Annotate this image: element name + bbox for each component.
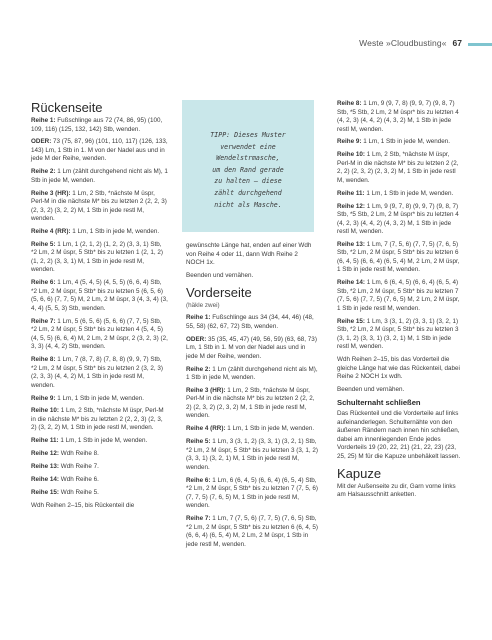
row-label: Reihe 5: — [186, 438, 211, 446]
row-text: Beenden und vernähen. — [337, 386, 405, 394]
instruction-row — [31, 489, 169, 498]
instruction-row — [31, 463, 169, 472]
column-front-panel — [186, 242, 318, 553]
front-instructions — [186, 314, 318, 549]
back-instructions — [31, 117, 169, 510]
section-title-hood: Kapuze — [337, 465, 382, 481]
instruction-row — [337, 138, 462, 147]
row-label: Reihe 9: — [31, 394, 56, 402]
row-text: 1 Lm, 7 (7, 5, 6) (7, 7, 5) (7, 6, 5) Stb, *2 Lm, 2 M üspr, 5 Stb* bis zu letzten 6 (6, 4, 5) (6, 6, 4) (6, 5, 4) M, 2 Lm, 2 M üspr, 1 Stb in jede restl M, wenden. — [337, 240, 460, 274]
header-accent-bar — [468, 43, 492, 46]
instruction-row — [186, 425, 318, 434]
row-text: 1 Lm (zählt durchgehend nicht als M), 1 Stb in jede M, wenden. — [186, 365, 318, 382]
row-text: 1 Lm, 2 Stb, *nächste M üspr, Perl-M in die nächste M* bis zu letzten 2 (2, 2, 3) (2, 3, 2) (3, 2, 2) M, 1 Stb in jede restl M, wenden. — [31, 407, 164, 432]
row-label: Reihe 9: — [337, 138, 362, 146]
tip-line: um den Rand gerade — [212, 165, 284, 174]
instruction-row — [186, 515, 318, 549]
back-continuation: gewünschte Länge hat, enden auf einer Wdh von Reihe 4 oder 11, dann Wdh Reihe 2 NOCH 1x. — [186, 242, 312, 266]
row-text: Fußschlinge aus 34 (34, 44, 46) (48, 55, 58) (62, 67, 72) Stb, wenden. — [186, 314, 314, 330]
instruction-row — [31, 279, 169, 313]
instruction-row — [186, 387, 318, 421]
instruction-row — [337, 203, 462, 237]
instruction-row — [337, 318, 462, 352]
tip-box — [182, 100, 314, 232]
column-front-continued — [337, 100, 462, 504]
row-label: Reihe 3 (HR): — [186, 386, 226, 394]
tip-line: TIPP: Dieses Muster — [210, 131, 286, 139]
instruction-row — [31, 138, 169, 164]
row-label: Reihe 12: — [31, 450, 59, 458]
row-label: Reihe 8: — [337, 100, 362, 107]
column-back-panel — [31, 100, 169, 515]
section-title-back: Rückenseite — [31, 100, 103, 115]
row-label: Reihe 11: — [31, 437, 59, 445]
row-label: Reihe 13: — [337, 240, 365, 248]
row-label: Reihe 4 (RR): — [186, 425, 226, 433]
instruction-row — [337, 386, 462, 395]
row-label: Reihe 15: — [31, 488, 59, 496]
tip-line: zählt durchgehend — [214, 188, 282, 197]
instruction-row — [186, 438, 318, 472]
instruction-row — [31, 318, 169, 352]
instruction-row — [186, 336, 318, 362]
tip-line: nicht als Masche. — [214, 200, 282, 209]
row-label: Reihe 11: — [337, 189, 365, 197]
instruction-row — [31, 356, 169, 390]
row-label: Reihe 8: — [31, 356, 56, 364]
instruction-row — [31, 241, 169, 275]
row-text: 1 Lm, 3 (3, 1, 2) (3, 3, 1) (3, 2, 1) Stb, *2 Lm, 2 M üspr, 5 Stb* bis zu letzten 3 (3, 1, 2) (3, 3, 1) (3, 2, 1) M, 1 Stb in jede restl M, wenden. — [186, 438, 318, 471]
row-text: Wdh Reihe 6. — [59, 475, 99, 483]
row-text: 1 Lm, 1 Stb in jede M, wenden. — [70, 228, 160, 236]
instruction-row — [31, 190, 169, 224]
instruction-row — [186, 366, 318, 383]
row-text: Wdh Reihen 2–15, bis das Vorderteil die gleiche Länge hat wie das Rückenteil, dabei Reihe 2 NOCH 1x wdh. — [337, 356, 460, 381]
row-text: 1 Lm, 3 (3, 1, 2) (3, 3, 1) (3, 2, 1) Stb, *2 Lm, 2 M üspr, 5 Stb* bis zu letzten 3 (3, 1, 2) (3, 3, 1) (3, 2, 1) M, 1 Stb in jede restl M, wenden. — [337, 317, 459, 351]
row-label: Reihe 1: — [186, 314, 211, 322]
instruction-row — [186, 477, 318, 511]
row-label: Reihe 7: — [31, 317, 56, 325]
row-text: 1 Lm, 1 (2, 1, 2) (1, 2, 2) (3, 3, 1) Stb, *2 Lm, 2 M üspr, 5 Stb* bis zu letzten 1 (2, 1, 2) (1, 2, 2) (3, 3, 1) M, 1 Stb in jede restl M, wenden. — [31, 240, 163, 274]
page-number: 67 — [452, 38, 462, 48]
row-text: Wdh Reihe 8. — [59, 450, 99, 458]
row-label: ODER: — [186, 335, 207, 343]
row-text: 1 Lm, 1 Stb in jede M, wenden. — [225, 425, 315, 433]
row-text: 1 Lm, 9 (9, 7, 8) (9, 9, 7) (9, 8, 7) Stb, *5 Stb, 2 Lm, 2 M üspr* bis zu letzten 4 (4, 2, 3) (4, 4, 2) (4, 3, 2) M, 1 Stb in jede restl M, wenden. — [337, 202, 459, 236]
row-text: 1 Lm, 1 Stb in jede M, wenden. — [361, 138, 451, 146]
instruction-row — [31, 476, 169, 485]
shoulder-seam-text: Das Rückenteil und die Vorderteile auf links aufeinanderlegen. Schulternähte von den äußeren Rändern nach innen hin schließen, dabei am innenliegenden Ende jedes Vorderteils 19 (20, 22, 21) (21, 22, 23) (23, 25, 25) M für die Kapuze unbehäkelt lassen. — [337, 410, 461, 460]
section-title-front: Vorderseite — [186, 284, 252, 300]
row-label: ODER: — [31, 138, 52, 146]
instruction-row — [337, 100, 462, 134]
row-label: Reihe 10: — [31, 407, 59, 415]
row-text: 73 (75, 87, 96) (101, 110, 117) (126, 133, 143) Lm, 1 Stb in 1. M von der Nadel aus und in jede M der Reihe, wenden. — [31, 138, 168, 163]
instruction-row — [337, 241, 462, 275]
row-text: 35 (35, 45, 47) (49, 56, 59) (63, 68, 73) Lm, 1 Stb in 1. M von der Nadel aus und in jede M der Reihe, wenden. — [186, 335, 317, 360]
row-text: Fußschlinge aus 72 (74, 86, 95) (100, 109, 116) (125, 132, 142) Stb, wenden. — [31, 117, 163, 133]
running-title: Weste »Cloudbusting« — [359, 38, 447, 48]
instruction-row — [31, 228, 169, 237]
tip-line: verwendet eine — [220, 142, 276, 151]
back-finish: Beenden und vernähen. — [186, 271, 254, 279]
instruction-row — [31, 437, 169, 446]
tip-line: zu halten – diese — [214, 177, 282, 186]
hood-text: Mit der Außenseite zu dir, Garn vorne links am Halsausschnitt anketten. — [337, 482, 456, 499]
row-text: 1 Lm, 6 (6, 4, 5) (6, 6, 4) (6, 5, 4) Stb, *2 Lm, 2 M üspr, 5 Stb* bis zu letzten 7 (7, 5, 6) (7, 7, 5) (7, 6, 5) M, 1 Stb in jede restl M, wenden. — [186, 476, 318, 510]
row-label: Reihe 14: — [337, 279, 365, 287]
instruction-row — [31, 168, 169, 185]
tip-text — [196, 130, 300, 211]
row-text: 1 Lm, 1 Stb in jede M, wenden. — [58, 437, 148, 445]
row-text: Wdh Reihen 2–15, bis Rückenteil die — [31, 501, 135, 509]
instruction-row — [31, 450, 169, 459]
row-text: 1 Lm, 1 Stb in jede M, wenden. — [364, 189, 454, 197]
row-text: 1 Lm (zählt durchgehend nicht als M), 1 Stb in jede M, wenden. — [31, 168, 168, 184]
instruction-row — [31, 117, 169, 134]
section-title-shoulder-seam: Schulternaht schließen — [337, 397, 421, 407]
row-text: 1 Lm, 2 Stb, *nächste M üspr, Perl-M in die nächste M* bis zu letzten 2 (2, 2, 2) (2, 3, 2) (2, 3, 2) M, 1 Stb in jede restl M, wenden. — [186, 386, 315, 420]
instruction-row — [31, 395, 169, 404]
row-label: Reihe 6: — [186, 476, 211, 484]
row-label: Reihe 10: — [337, 151, 365, 159]
row-label: Reihe 2: — [186, 365, 211, 373]
row-label: Reihe 4 (RR): — [31, 228, 71, 236]
row-text: 1 Lm, 6 (6, 4, 5) (6, 6, 4) (6, 5, 4) Stb, *2 Lm, 2 M üspr, 5 Stb* bis zu letzten 7 (7, 5, 6) (7, 7, 5) (7, 6, 5) M, 2 Lm, 2 M üspr, 1 Stb in jede restl M, wenden. — [337, 279, 460, 312]
row-label: Reihe 2: — [31, 168, 56, 176]
row-label: Reihe 12: — [337, 202, 365, 210]
instruction-row — [31, 502, 169, 511]
row-label: Reihe 13: — [31, 463, 59, 471]
row-text: 1 Lm, 7 (8, 7, 8) (7, 8, 8) (9, 9, 7) Stb, *2 Lm, 2 M üspr, 5 Stb* bis zu letzten 2 (3, 2, 3) (2, 3, 3) (4, 4, 2) M, 1 Stb in jede restl M, wenden. — [31, 356, 163, 389]
section-subtitle-front: (häkle zwei) — [186, 301, 220, 309]
row-text: 1 Lm, 4 (5, 4, 5) (4, 5, 5) (6, 6, 4) Stb, *2 Lm, 2 M üspr, 5 Stb* bis zu letzten 5 (6, 5, 6) (5, 6, 6) (7, 7, 5) M, 2 Lm, 2 M üspr, 3 (4, 3, 4) (3, 4, 4) (5, 5, 3) Stb, wenden. — [31, 279, 168, 312]
row-label: Reihe 14: — [31, 475, 59, 483]
instruction-row — [186, 314, 318, 331]
row-label: Reihe 15: — [337, 317, 365, 325]
front-instructions-continued — [337, 100, 462, 395]
row-text: 1 Lm, 2 Stb, *nächste M üspr, Perl-M in die nächste M* bis zu letzten 2 (2, 2, 3) (2, 3, 2) (3, 2, 2) M, 1 Stb in jede restl M, wenden. — [31, 189, 167, 223]
row-text: 1 Lm, 7 (7, 5, 6) (7, 7, 5) (7, 6, 5) Stb, *2 Lm, 2 M üspr, 5 Stb* bis zu letzten 6 (6, 4, 5) (6, 6, 4) (6, 5, 4) M, 2 Lm, 2 M üspr, 1 Stb in jede restl M, wenden. — [186, 515, 318, 548]
instruction-row — [337, 356, 462, 382]
row-text: 1 Lm, 9 (9, 7, 8) (9, 9, 7) (9, 8, 7) Stb, *5 Stb, 2 Lm, 2 M üspr* bis zu letzten 4 (4, 2, 3) (4, 4, 2) (4, 3, 2) M, 1 Stb in jede restl M, wenden. — [337, 100, 459, 133]
row-text: Wdh Reihe 7. — [59, 463, 99, 471]
row-text: 1 Lm, 1 Stb in jede M, wenden. — [55, 394, 145, 402]
row-label: Reihe 1: — [31, 117, 56, 124]
instruction-row — [31, 407, 169, 433]
row-text: Wdh Reihe 5. — [59, 488, 99, 496]
tip-line: Wendelstrmasche, — [216, 154, 280, 163]
instruction-row — [337, 279, 462, 313]
row-text: 1 Lm, 5 (6, 5, 6) (5, 6, 6) (7, 7, 5) Stb, *2 Lm, 2 M üspr, 5 Stb* bis zu letzten 4 (5, 4, 5) (4, 5, 5) (6, 6, 4) M, 2 Lm, 2 M üspr, 2 (3, 2, 3) (2, 3, 3) (4, 4, 2) Stb, wenden. — [31, 317, 168, 351]
instruction-row — [337, 151, 462, 185]
row-label: Reihe 6: — [31, 279, 56, 287]
row-label: Reihe 3 (HR): — [31, 189, 71, 197]
page-header — [359, 36, 462, 50]
row-label: Reihe 7: — [186, 515, 211, 523]
instruction-row — [337, 190, 462, 199]
row-label: Reihe 5: — [31, 240, 56, 248]
row-text: 1 Lm, 2 Stb, *nächste M üspr, Perl-M in die nächste M* bis zu letzten 2 (2, 2, 2) (2, 3, 2) (2, 3, 2) M, 1 Stb in jede restl M, wenden. — [337, 151, 459, 184]
